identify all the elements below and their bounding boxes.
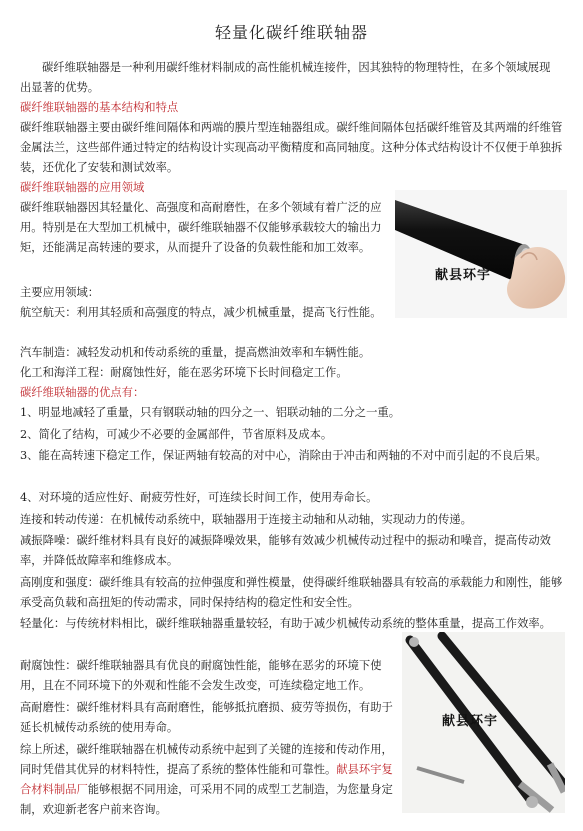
connection-paragraph: 连接和转动传递：在机械传动系统中，联轴器用于连接主动轴和从动轴，实现动力的传递。 xyxy=(20,513,472,526)
field-aerospace: 航空航天：利用其轻质和高强度的特点，减少机械重量，提高飞行性能。 xyxy=(20,306,382,319)
intro-paragraph: 碳纤维联轴器是一种利用碳纤维材料制成的高性能机械连接件，因其独特的物理特性，在多个领域展现出显著的优势。 xyxy=(20,61,551,94)
product-photo-hand-coupling xyxy=(395,190,567,318)
corrosion-paragraph: 耐腐蚀性：碳纤维联轴器具有优良的耐腐蚀性能，能够在恶劣的环境下使用，且在不同环境下的外观和性能不会发生改变，可连续稳定地工作。 xyxy=(20,659,382,692)
section2-body: 碳纤维联轴器因其轻量化、高强度和高耐磨性，在多个领域有着广泛的应用。特别是在大型加工机械中，碳纤维联轴器不仅能够承载较大的输出力矩，还能满足高转速的要求，从而提升了设备的负载性能和加工效率。 xyxy=(20,201,382,254)
product-photo-drive-shafts xyxy=(402,632,565,813)
field-automotive: 汽车制造：减轻发动机和传动系统的重量，提高燃油效率和车辆性能。 xyxy=(20,346,371,359)
rigidity-paragraph: 高刚度和强度：碳纤维具有较高的拉伸强度和弹性模量，使得碳纤维联轴器具有较高的承载能力和刚性，能够承受高负载和高扭矩的传动需求，同时保持结构的稳定性和安全性。 xyxy=(20,576,563,609)
damping-paragraph: 减振降噪：碳纤维材料具有良好的减振降噪效果，能够有效减少机械传动过程中的振动和噪音，提高传动效率，并降低故障率和维修成本。 xyxy=(20,534,551,567)
field-chemical: 化工和海洋工程：耐腐蚀性好，能在恶劣环境下长时间稳定工作。 xyxy=(20,366,348,379)
watermark-logo-2: 献县环宇 xyxy=(442,714,499,729)
summary-text-a: 综上所述，碳纤维联轴器在机械传动系统中起到了关键的连接和传动作用，同时凭借其优异的材料特性，提高了系统的整体性能和可靠性。 xyxy=(20,743,393,776)
section1-body: 碳纤维联轴器主要由碳纤维间隔体和两端的膜片型连轴器组成。碳纤维间隔体包括碳纤维管及其两端的纤维管金属法兰，这些部件通过特定的结构设计实现高动平衡精度和高同轴度。这种分体式结构设计不仅便于单独拆装，还优化了安装和测试效率。 xyxy=(20,121,563,174)
section1-heading: 碳纤维联轴器的基本结构和特点 xyxy=(20,101,179,114)
advantage-item-1: 1、明显地减轻了重量，只有钢联动轴的四分之一、铝联动轴的二分之一重。 xyxy=(20,406,400,419)
main-fields-label: 主要应用领域： xyxy=(20,286,100,299)
advantage-item-2: 2、简化了结构，可减少不必要的金属部件，节省原料及成本。 xyxy=(20,428,333,441)
lightweight-paragraph: 轻量化：与传统材料相比，碳纤维联轴器重量较轻，有助于减少机械传动系统的整体重量，提高工作效率。 xyxy=(20,617,551,630)
coupling-illustration xyxy=(395,190,567,318)
company-name: 献县环宇复合材料制品厂 xyxy=(20,763,393,796)
advantage-item-3: 3、能在高转速下稳定工作，保证两轴有较高的对中心，消除由于冲击和两轴的不对中而引起的不良后果。 xyxy=(20,449,547,462)
summary-text-b: 能够根据不同用途，可采用不同的成型工艺制造，为您量身定制，欢迎新老客户前来咨询。 xyxy=(20,783,393,816)
section3-heading: 碳纤维联轴器的优点有： xyxy=(20,386,145,399)
summary-paragraph xyxy=(20,740,400,820)
watermark-logo: 献县环宇 xyxy=(435,268,492,283)
advantage-item-4: 4、对环境的适应性好、耐疲劳性好，可连续长时间工作，使用寿命长。 xyxy=(20,491,378,504)
page-title: 轻量化碳纤维联轴器 xyxy=(214,23,368,42)
wear-paragraph: 高耐磨性：碳纤维材料具有高耐磨性，能够抵抗磨损、疲劳等损伤，有助于延长机械传动系统的使用寿命。 xyxy=(20,701,393,734)
section2-heading: 碳纤维联轴器的应用领域 xyxy=(20,181,145,194)
